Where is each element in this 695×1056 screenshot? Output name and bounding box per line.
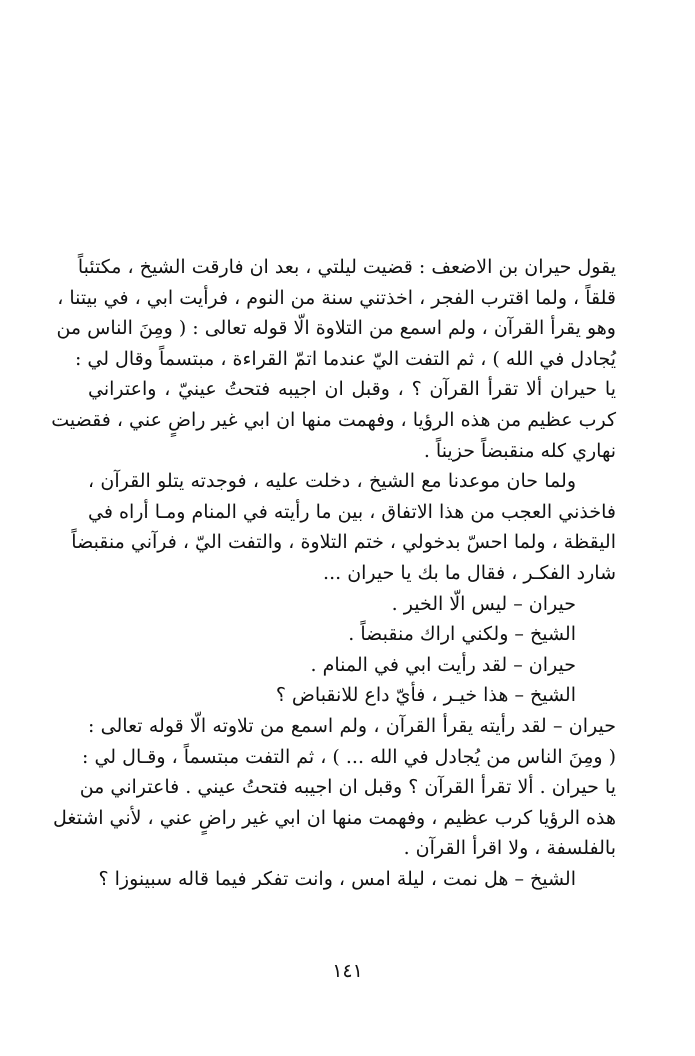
text-line: بالفلسفة ، ولا اقرأ القرآن .: [403, 837, 616, 860]
text-line: نهاري كله منقبضاً حزيناً .: [423, 439, 616, 462]
dialog-line: الشيخ – هل نمت ، ليلة امس ، وانت تفكر فيما قاله سبينوزا ؟: [98, 867, 576, 890]
text-line: شارد الفكـر ، فقال ما بك يا حيران ...: [323, 561, 616, 584]
text-line: اليقظة ، ولما احسّ بدخولي ، ختم التلاوة ، والتفت اليّ ، فرآني منقبضاً: [71, 531, 616, 554]
text-line: هذه الرؤيا كرب عظيم ، وفهمت منها ان ابي غير راضٍ عني ، لأني اشتغل: [53, 806, 616, 829]
text-line: فاخذني العجب من هذا الاتفاق ، بين ما رأيته في المنام ومـا أراه في: [88, 500, 616, 523]
dialog-line: الشيخ – ولكني اراك منقبضاً .: [348, 623, 576, 646]
text-line: يا حيران ألا تقرأ القرآن ؟ ، وقبل ان اجيبه فتحتُ عينيّ ، واعتراني: [88, 378, 616, 401]
text-line: وهو يقرأ القرآن ، ولم اسمع من التلاوة الّا قوله تعالى : ( ومِنَ الناس من: [56, 317, 616, 340]
text-line: يا حيران . ألا تقرأ القرآن ؟ وقبل ان اجيبه فتحتُ عيني . فاعتراني من: [79, 776, 616, 799]
text-line: ولما حان موعدنا مع الشيخ ، دخلت عليه ، فوجدته يتلو القرآن ،: [88, 470, 576, 493]
text-line: ( ومِنَ الناس من يُجادل في الله ... ) ، ثم التفت مبتسماً ، وقـال لي :: [82, 745, 616, 768]
text-line: يقول حيران بن الاضعف : قضيت ليلتي ، بعد ان فارقت الشيخ ، مكتئباً: [77, 256, 616, 278]
dialog-line: الشيخ – هذا خيـر ، فأيّ داع للانقباض ؟: [275, 684, 576, 707]
body-text: [51, 252, 616, 894]
dialog-line: حيران – لقد رأيت ابي في المنام .: [310, 653, 576, 676]
text-line: يُجادل في الله ) ، ثم التفت اليّ عندما اتمّ القراءة ، مبتسماً وقال لي :: [74, 347, 616, 370]
text-line: كرب عظيم من هذه الرؤيا ، وفهمت منها ان ابي غير راضٍ عني ، فقضيت: [51, 408, 616, 431]
text-line: حيران – لقد رأيته يقرأ القرآن ، ولم اسمع من تلاوته الّا قوله تعالى :: [88, 714, 616, 737]
page-number: ١٤١: [332, 960, 363, 982]
dialog-line: حيران – ليس الّا الخير .: [391, 592, 576, 615]
text-line: قلقاً ، ولما اقترب الفجر ، اخذتني سنة من النوم ، فرأيت ابي ، في بيتنا ،: [57, 286, 616, 309]
